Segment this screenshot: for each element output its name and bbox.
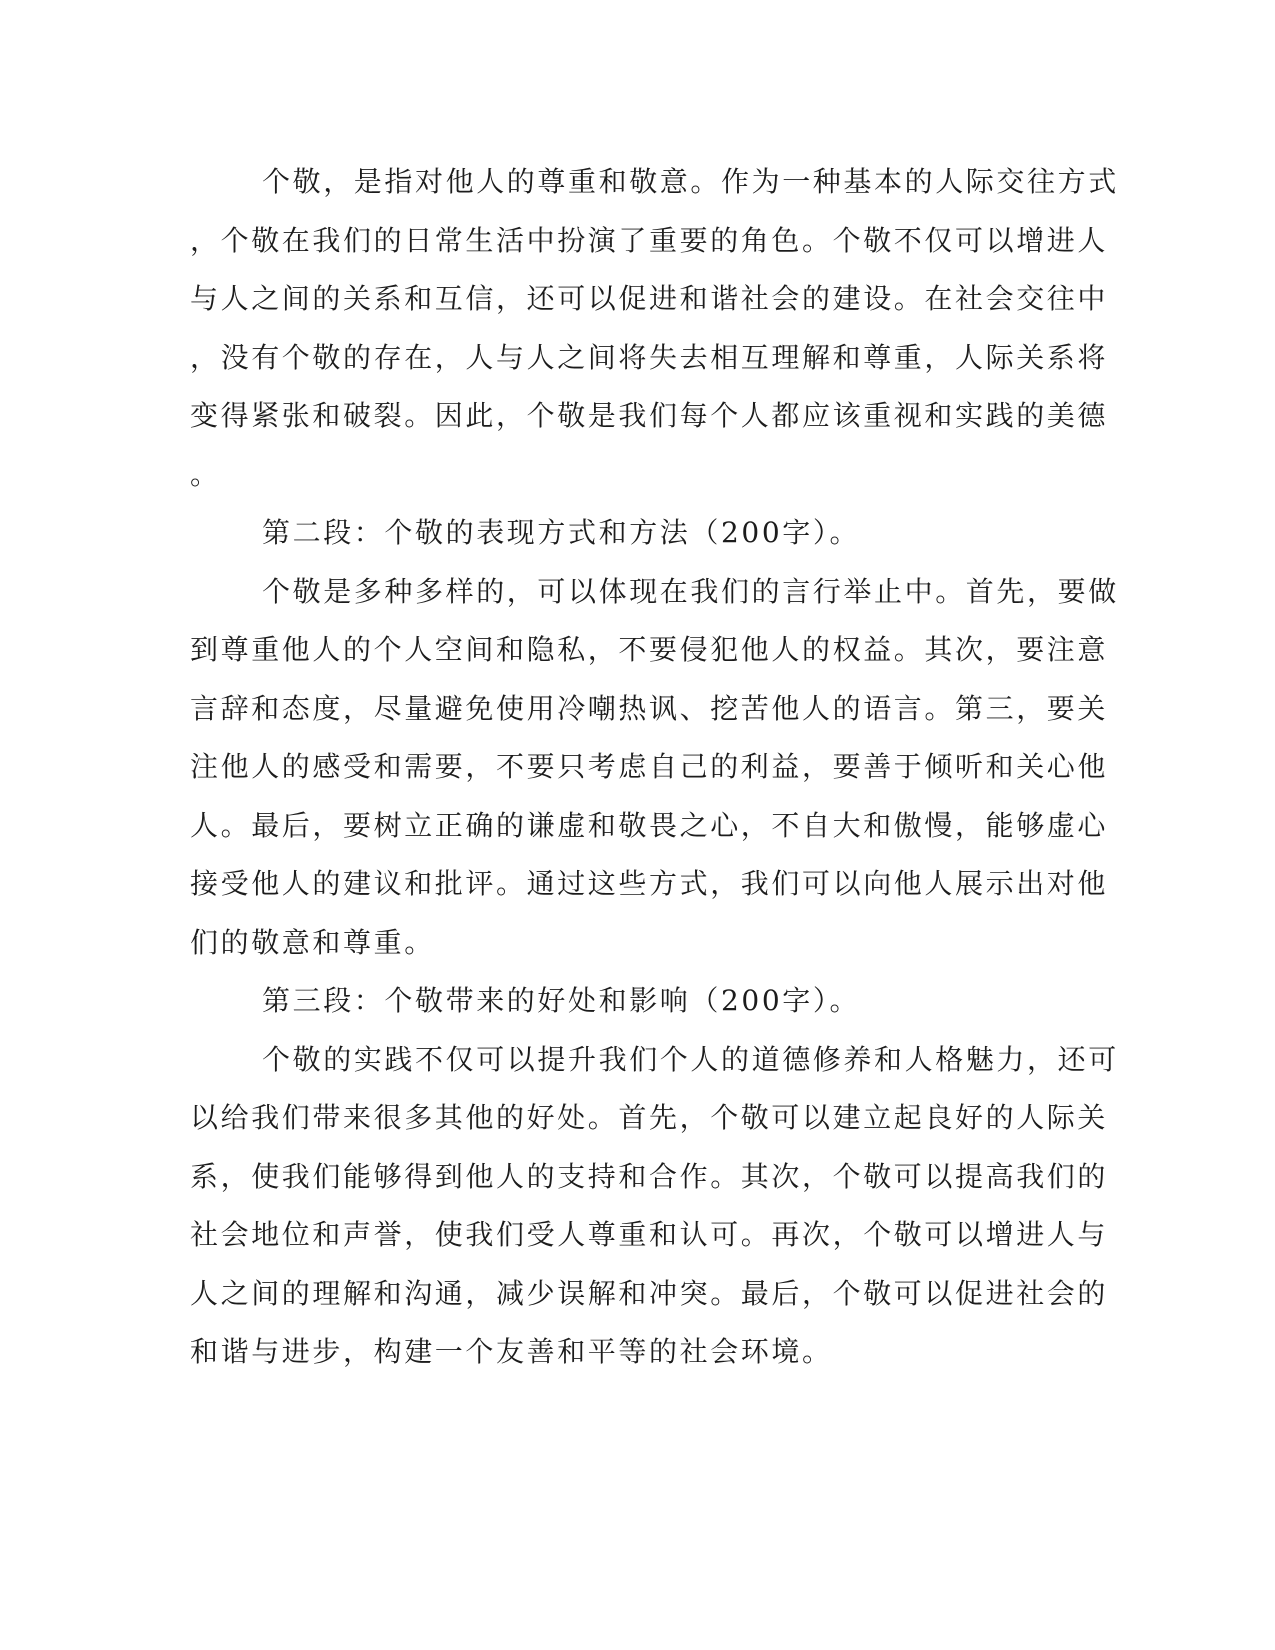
text-line: 人。最后，要树立正确的谦虚和敬畏之心，不自大和傲慢，能够虚心 [190, 809, 1109, 842]
section-heading: 第二段：个敬的表现方式和方法（200字）。 [262, 516, 861, 549]
text-line: 个敬是多种多样的，可以体现在我们的言行举止中。首先，要做 [262, 575, 1119, 608]
text-line: 和谐与进步，构建一个友善和平等的社会环境。 [190, 1335, 833, 1368]
text-line: ，个敬在我们的日常生活中扮演了重要的角色。个敬不仅可以增进人 [190, 224, 1109, 257]
text-line: 到尊重他人的个人空间和隐私，不要侵犯他人的权益。其次，要注意 [190, 633, 1109, 666]
text-line: 注他人的感受和需要，不要只考虑自己的利益，要善于倾听和关心他 [190, 750, 1109, 783]
text-line: 变得紧张和破裂。因此，个敬是我们每个人都应该重视和实践的美德 [190, 399, 1109, 432]
text-line: 接受他人的建议和批评。通过这些方式，我们可以向他人展示出对他 [190, 867, 1109, 900]
text-line: 人之间的理解和沟通，减少误解和冲突。最后，个敬可以促进社会的 [190, 1277, 1109, 1310]
text-line: 。 [190, 458, 221, 491]
text-line: 个敬，是指对他人的尊重和敬意。作为一种基本的人际交往方式 [262, 165, 1119, 198]
text-line: 言辞和态度，尽量避免使用冷嘲热讽、挖苦他人的语言。第三，要关 [190, 692, 1109, 725]
text-line: 个敬的实践不仅可以提升我们个人的道德修养和人格魅力，还可 [262, 1043, 1119, 1076]
text-line: 以给我们带来很多其他的好处。首先，个敬可以建立起良好的人际关 [190, 1101, 1109, 1134]
text-line: 社会地位和声誉，使我们受人尊重和认可。再次，个敬可以增进人与 [190, 1218, 1109, 1251]
text-line: ，没有个敬的存在，人与人之间将失去相互理解和尊重，人际关系将 [190, 341, 1109, 374]
text-line: 系，使我们能够得到他人的支持和合作。其次，个敬可以提高我们的 [190, 1160, 1109, 1193]
text-line: 与人之间的关系和互信，还可以促进和谐社会的建设。在社会交往中 [190, 282, 1109, 315]
text-line: 们的敬意和尊重。 [190, 926, 435, 959]
section-heading: 第三段：个敬带来的好处和影响（200字）。 [262, 984, 861, 1017]
